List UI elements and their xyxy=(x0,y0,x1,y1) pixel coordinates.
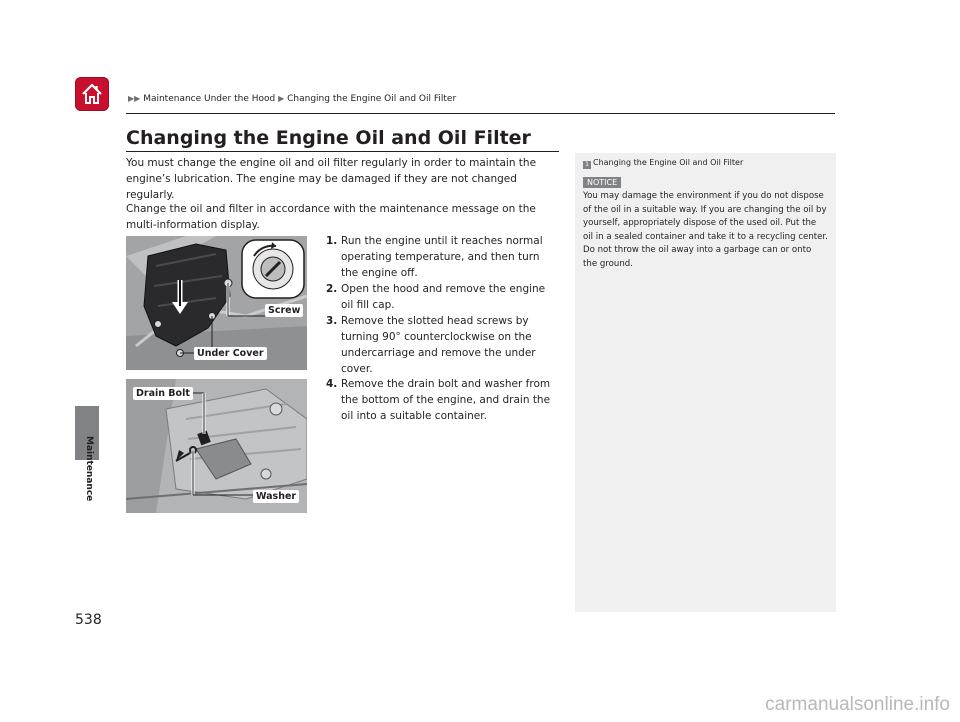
intro-paragraph-1: You must change the engine oil and oil filter regularly in order to maintain the engine’s lubrication. The engine may be damaged if they are not changed regularly. xyxy=(126,157,537,201)
step-number: 1. xyxy=(326,235,338,247)
home-icon xyxy=(80,82,104,106)
breadcrumb-arrow-icon: ▶ xyxy=(278,94,285,103)
page-number: 538 xyxy=(75,612,102,628)
step-item xyxy=(326,281,560,313)
callout-under-cover: Under Cover xyxy=(194,347,267,360)
note-heading-text: Changing the Engine Oil and Oil Filter xyxy=(593,158,744,167)
title-divider xyxy=(126,151,559,152)
step-text: Remove the drain bolt and washer from the bottom of the engine, and drain the oil into a suitable container. xyxy=(341,378,551,422)
breadcrumb-arrow-icon: ▶▶ xyxy=(128,94,141,103)
step-item xyxy=(326,233,560,281)
note-heading[interactable] xyxy=(583,158,743,169)
callout-washer: Washer xyxy=(253,490,299,503)
watermark: carmanualsonline.info xyxy=(765,694,950,715)
callout-screw: Screw xyxy=(265,304,303,317)
under-cover-illustration xyxy=(126,236,307,370)
breadcrumb-link-maintenance[interactable]: Maintenance Under the Hood xyxy=(143,94,276,104)
step-item xyxy=(326,313,560,377)
step-text: Remove the slotted head screws by turning 90° counterclockwise on the undercarriage and remove the under cover. xyxy=(341,315,536,375)
breadcrumb-current: Changing the Engine Oil and Oil Filter xyxy=(287,94,457,104)
drain-bolt-illustration xyxy=(126,379,307,513)
section-label-text: Maintenance xyxy=(84,436,94,502)
notice-text: You may damage the environment if you do not dispose of the oil in a suitable way. If you are changing the oil by yourself, appropriately dispose of the used oil. Put the oil in a sealed container and take it to a recycling center. Do not throw the oil away into a garbage can or onto the ground. xyxy=(583,191,828,269)
page-title: Changing the Engine Oil and Oil Filter xyxy=(126,127,531,149)
step-text: Run the engine until it reaches normal operating temperature, and then turn the engine off. xyxy=(341,235,543,279)
step-item xyxy=(326,376,560,424)
home-button[interactable] xyxy=(75,77,109,111)
step-number: 4. xyxy=(326,378,338,390)
note-ref-icon: 1 xyxy=(583,161,591,169)
header-divider xyxy=(126,113,835,114)
step-number: 2. xyxy=(326,283,338,295)
breadcrumb xyxy=(128,94,456,104)
intro-paragraph-2: Change the oil and filter in accordance with the maintenance message on the multi-information display. xyxy=(126,203,536,231)
step-number: 3. xyxy=(326,315,338,327)
callout-drain-bolt: Drain Bolt xyxy=(133,387,193,400)
notice-badge: NOTICE xyxy=(583,177,621,188)
step-text: Open the hood and remove the engine oil fill cap. xyxy=(341,283,546,311)
